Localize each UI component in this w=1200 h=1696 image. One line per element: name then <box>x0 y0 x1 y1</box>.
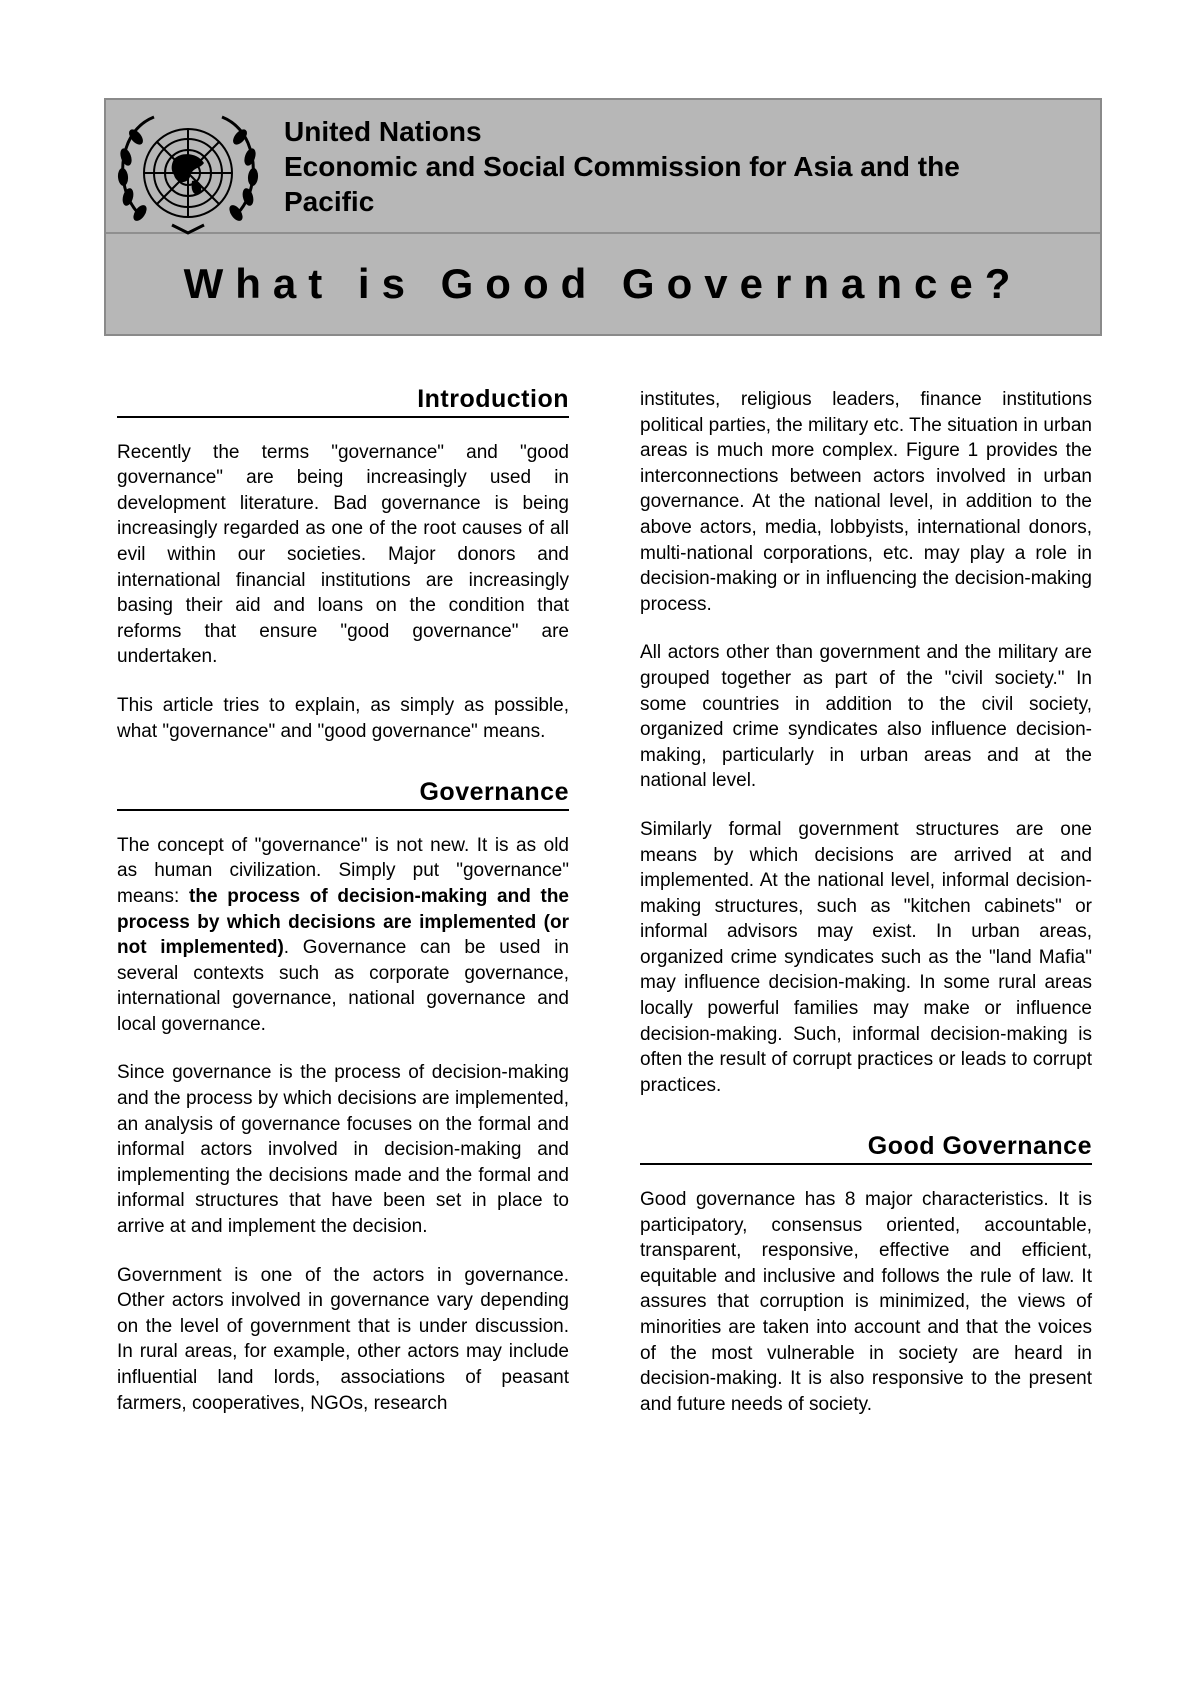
right-column <box>640 387 1092 1440</box>
intro-paragraph-1: Recently the terms "governance" and "good governance" are being increasingly used in development literature. Bad governance is being increasingly regarded as one of the root causes of all evil within our societies. Major donors and international financial institutions are increasingly basing their aid and loans on the condition that reforms that ensure "good governance" are undertaken. <box>117 441 569 668</box>
governance-paragraph-1 <box>117 833 569 1038</box>
governance-paragraph-2: Since governance is the process of decision-making and the process by which decisions are implemented, an analysis of governance focuses on the formal and informal actors involved in decision-making and implementing the decisions made and the formal and informal structures that have been set in place to arrive at and implement the decision. <box>117 1062 569 1238</box>
organization-name <box>284 114 960 219</box>
governance-p1-text-b: . Governance can be used in several contexts such as corporate governance, international governance, national governance and local governance. <box>117 937 569 1035</box>
right-paragraph-3: Similarly formal government structures are one means by which decisions are arrived at and implemented. At the national level, informal decision-making structures, such as "kitchen cabinets" or informal advisors may exist. In urban areas, organized crime syndicates such as the "land Mafia" may influence decision-making. In some rural areas locally powerful families may make or influence decision-making. Such, informal decision-making is often the result of corrupt practices or leads to corrupt practices. <box>640 818 1092 1096</box>
heading-introduction: Introduction <box>117 387 569 418</box>
org-line-3: Pacific <box>284 186 375 217</box>
governance-p1-text-a: The concept of "governance" is not new. It is as old as human civilization. Simply put "governance" means: <box>117 834 569 907</box>
right-paragraph-2: All actors other than government and the military are grouped together as part of the "civil society." In some countries in addition to the civil society, organized crime syndicates also influence decision-making, particularly in urban areas and at the national level. <box>640 642 1092 792</box>
document-header <box>104 98 1102 336</box>
governance-paragraph-3: Government is one of the actors in governance. Other actors involved in governance vary depending on the level of government that is under discussion. In rural areas, for example, other actors may include influential land lords, associations of peasant farmers, cooperatives, NGOs, research <box>117 1264 569 1414</box>
document-title: What is Good Governance? <box>183 260 1023 307</box>
governance-definition-bold: the process of decision-making and the process by which decisions are implemented (or not implemented) <box>117 885 570 959</box>
heading-good-governance: Good Governance <box>640 1134 1092 1165</box>
org-line-1: United Nations <box>284 116 482 147</box>
heading-governance: Governance <box>117 780 569 811</box>
left-column <box>117 387 569 1439</box>
good-governance-paragraph-1: Good governance has 8 major characteristics. It is participatory, consensus oriented, accountable, transparent, responsive, effective and efficient, equitable and inclusive and follows the rule of law. It assures that corruption is minimized, the views of minorities are taken into account and that the voices of the most vulnerable in society are heard in decision-making. It is also responsive to the present and future needs of society. <box>640 1189 1092 1415</box>
right-paragraph-1: institutes, religious leaders, finance institutions political parties, the military etc. The situation in urban areas is much more complex. Figure 1 provides the interconnections between actors involved in urban governance. At the national level, in addition to the above actors, media, lobbyists, international donors, multi-national corporations, etc. may play a role in decision-making or in influencing the decision-making process. <box>640 389 1092 615</box>
header-org-band <box>106 100 1100 234</box>
org-line-2: Economic and Social Commission for Asia and the <box>284 151 960 182</box>
intro-paragraph-2: This article tries to explain, as simply as possible, what "governance" and "good governance" means. <box>117 694 569 742</box>
un-emblem-icon <box>112 107 264 239</box>
